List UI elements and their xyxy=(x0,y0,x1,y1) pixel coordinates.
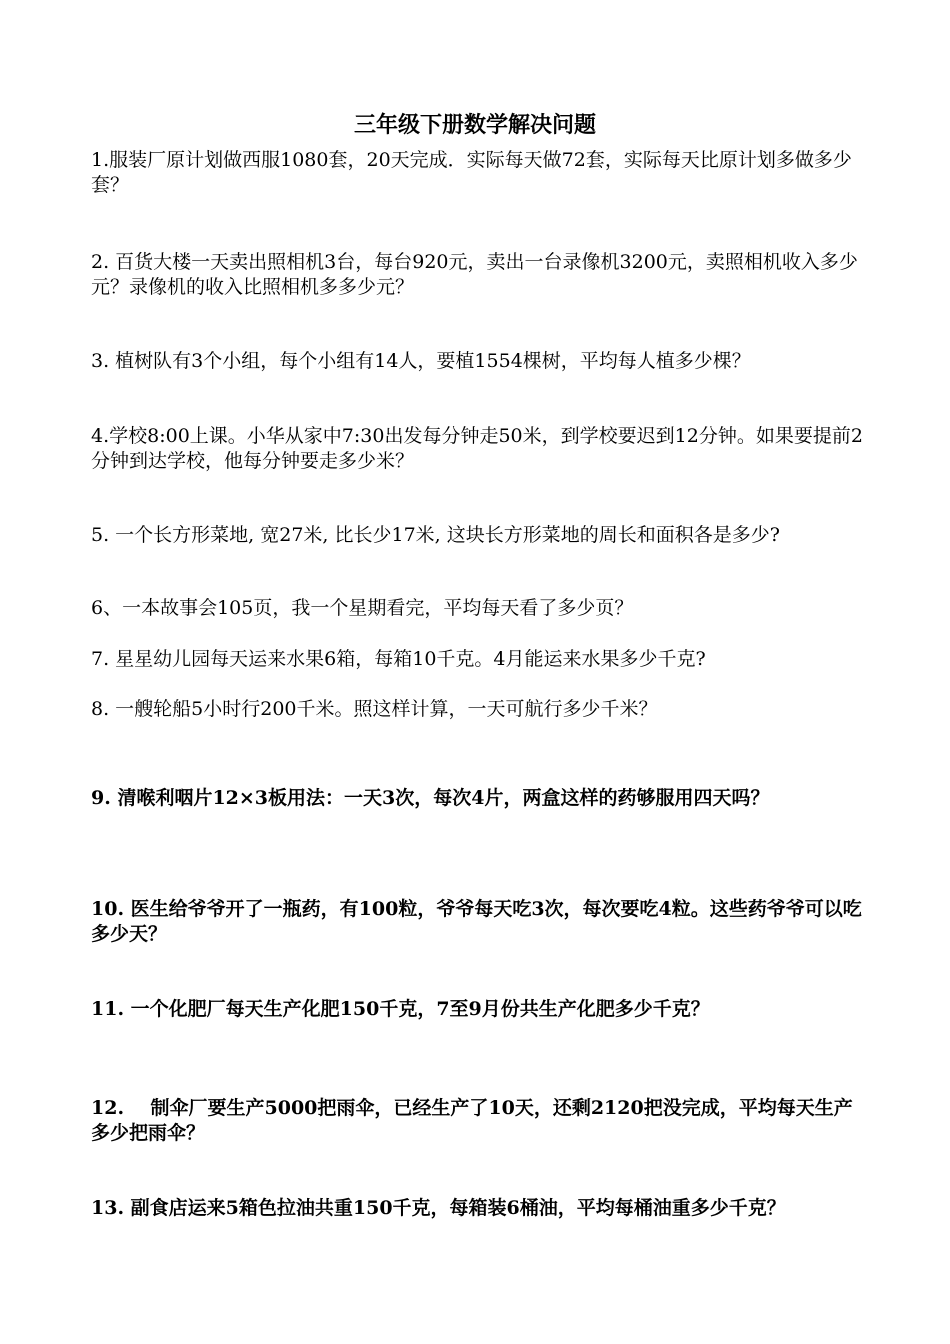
question-1: 1.服装厂原计划做西服1080套，20天完成．实际每天做72套，实际每天比原计划多做多少套？ xyxy=(91,149,852,196)
question-6: 6、一本故事会105页，我一个星期看完，平均每天看了多少页？ xyxy=(91,597,634,619)
question-2: 2. 百货大楼一天卖出照相机3台，每台920元，卖出一台录像机3200元，卖照相机收入多少元？录像机的收入比照相机多多少元？ xyxy=(91,251,858,298)
question-11: 11. 一个化肥厂每天生产化肥150千克，7至9月份共生产化肥多少千克？ xyxy=(91,998,710,1020)
question-5: 5. 一个长方形菜地, 宽27米, 比长少17米, 这块长方形菜地的周长和面积各是多少? xyxy=(91,524,780,546)
question-3: 3. 植树队有3个小组，每个小组有14人，要植1554棵树，平均每人植多少棵？ xyxy=(91,350,751,372)
question-7: 7. 星星幼儿园每天运来水果6箱，每箱10千克。4月能运来水果多少千克? xyxy=(91,648,706,670)
question-13: 13. 副食店运来5箱色拉油共重150千克，每箱装6桶油，平均每桶油重多少千克？ xyxy=(91,1197,786,1219)
question-10: 10. 医生给爷爷开了一瓶药，有100粒，爷爷每天吃3次，每次要吃4粒。这些药爷爷可以吃多少天？ xyxy=(91,898,862,945)
question-4: 4.学校8:00上课。小华从家中7:30出发每分钟走50米，到学校要迟到12分钟。如果要提前2分钟到达学校，他每分钟要走多少米？ xyxy=(91,425,863,472)
question-12: 12. 制伞厂要生产5000把雨伞，已经生产了10天，还剩2120把没完成，平均每天生产多少把雨伞？ xyxy=(91,1097,853,1144)
question-9: 9. 清喉利咽片12×3板用法：一天3次，每次4片，两盒这样的药够服用四天吗？ xyxy=(91,787,770,809)
question-8: 8. 一艘轮船5小时行200千米。照这样计算，一天可航行多少千米？ xyxy=(91,698,658,720)
document-title: 三年级下册数学解决问题 xyxy=(353,112,596,138)
